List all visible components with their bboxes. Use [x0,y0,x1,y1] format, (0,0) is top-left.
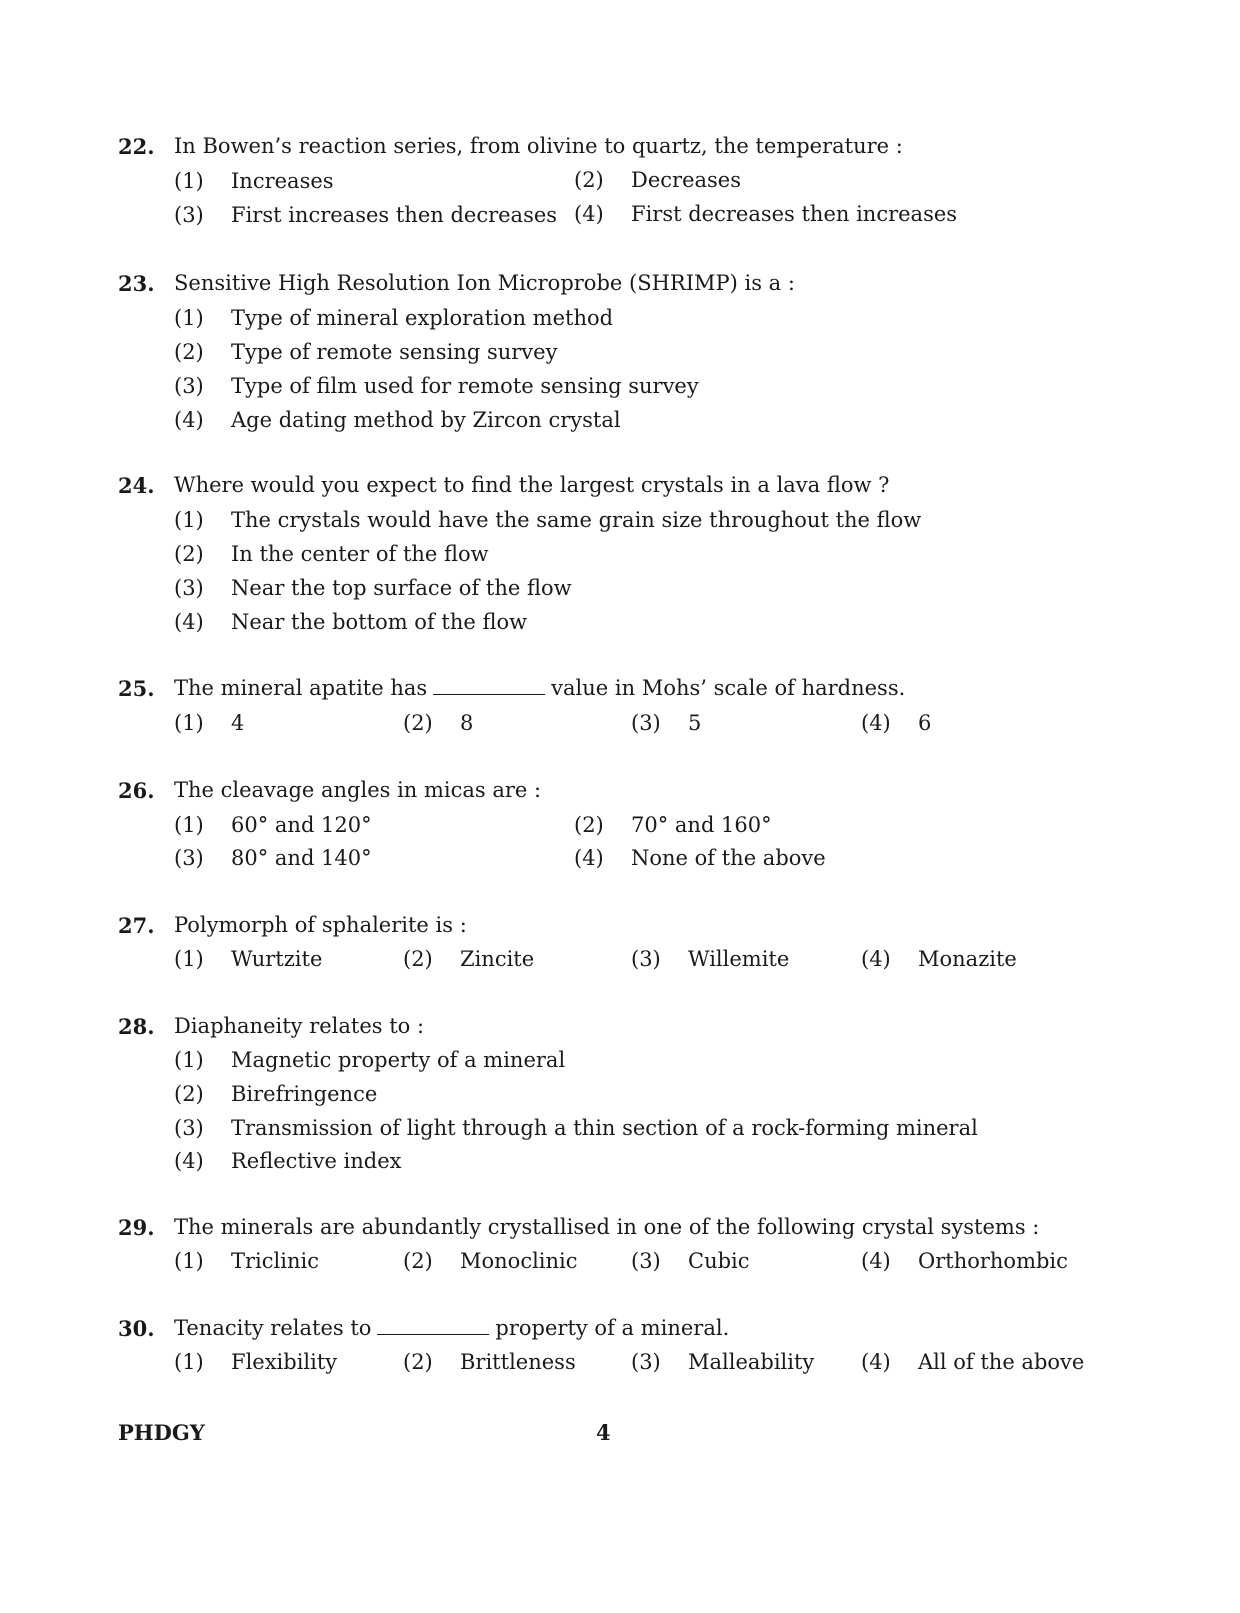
question-text: The minerals are abundantly crystallised in one of the following crystal systems : [174,1215,1040,1239]
question-number: 23. [118,271,155,296]
option-text: Wurtzite [231,947,323,971]
option-number: (2) [403,1350,433,1374]
option-text: Transmission of light through a thin section of a rock-forming mineral [231,1116,978,1140]
option-text: Zincite [460,947,535,971]
option-number: (3) [631,947,661,971]
option-text: 80° and 140° [231,846,372,870]
option-number: (2) [174,542,204,566]
answer-blank [377,1316,489,1335]
question-text-after-blank: value in Mohs’ scale of hardness. [551,676,906,700]
option-number: (3) [174,1116,204,1140]
question-number: 28. [118,1014,155,1039]
option-text: None of the above [631,846,826,870]
option-text: Magnetic property of a mineral [231,1048,566,1072]
question-number: 24. [118,473,155,498]
option-number: (1) [174,508,204,532]
option-text: Increases [231,169,334,193]
option-text: First decreases then increases [631,202,958,226]
question-number: 30. [118,1316,155,1341]
option-text: 5 [688,711,702,735]
question-text: Diaphaneity relates to : [174,1014,425,1038]
option-text: 8 [460,711,474,735]
option-number: (2) [574,813,604,837]
option-number: (3) [174,374,204,398]
question-text [174,676,905,700]
option-number: (4) [174,408,204,432]
question-text: In Bowen’s reaction series, from olivine to quartz, the temperature : [174,134,903,158]
option-number: (2) [403,1249,433,1273]
option-number: (1) [174,711,204,735]
option-number: (3) [174,576,204,600]
option-number: (4) [174,610,204,634]
option-number: (4) [861,947,891,971]
question-number: 22. [118,134,155,159]
option-number: (1) [174,1249,204,1273]
question-text: Polymorph of sphalerite is : [174,913,467,937]
option-text: Cubic [688,1249,750,1273]
answer-blank [433,676,545,695]
option-text: 60° and 120° [231,813,372,837]
option-number: (3) [174,846,204,870]
question-text [174,1316,729,1340]
option-number: (3) [631,711,661,735]
option-text: Decreases [631,168,741,192]
option-number: (1) [174,947,204,971]
question-text-before-blank: Tenacity relates to [174,1316,372,1340]
option-number: (2) [403,711,433,735]
option-number: (1) [174,1048,204,1072]
option-number: (1) [174,813,204,837]
option-text: Orthorhombic [918,1249,1068,1273]
option-text: Age dating method by Zircon crystal [231,408,621,432]
option-text: Malleability [688,1350,815,1374]
option-number: (4) [861,1350,891,1374]
option-text: 70° and 160° [631,813,772,837]
option-text: Type of remote sensing survey [231,340,558,364]
option-text: Willemite [688,947,790,971]
option-text: Type of mineral exploration method [231,306,614,330]
option-number: (4) [574,846,604,870]
option-text: 4 [231,711,245,735]
question-number: 26. [118,778,155,803]
option-text: Birefringence [231,1082,378,1106]
option-text: Brittleness [460,1350,576,1374]
option-number: (3) [631,1249,661,1273]
question-text-before-blank: The mineral apatite has [174,676,428,700]
question-text: Sensitive High Resolution Ion Microprobe (SHRIMP) is a : [174,271,795,295]
option-text: Monazite [918,947,1017,971]
option-text: Near the top surface of the flow [231,576,572,600]
question-number: 27. [118,913,155,938]
option-number: (3) [174,203,204,227]
question-text: The cleavage angles in micas are : [174,778,542,802]
option-text: First increases then decreases [231,203,558,227]
option-number: (4) [174,1149,204,1173]
page-number: 4 [596,1420,611,1445]
option-number: (2) [403,947,433,971]
option-number: (4) [861,1249,891,1273]
question-number: 25. [118,676,155,701]
option-text: Near the bottom of the flow [231,610,528,634]
option-number: (4) [574,202,604,226]
option-text: 6 [918,711,932,735]
question-number: 29. [118,1215,155,1240]
option-number: (1) [174,169,204,193]
option-text: All of the above [918,1350,1085,1374]
option-text: Type of film used for remote sensing survey [231,374,699,398]
option-number: (2) [174,1082,204,1106]
option-text: The crystals would have the same grain size throughout the flow [231,508,922,532]
option-text: Flexibility [231,1350,338,1374]
option-text: In the center of the flow [231,542,489,566]
option-number: (2) [174,340,204,364]
option-number: (1) [174,1350,204,1374]
question-text: Where would you expect to find the largest crystals in a lava flow ? [174,473,890,497]
option-number: (1) [174,306,204,330]
question-text-after-blank: property of a mineral. [495,1316,730,1340]
option-number: (4) [861,711,891,735]
option-text: Reflective index [231,1149,402,1173]
option-text: Triclinic [231,1249,319,1273]
option-number: (3) [631,1350,661,1374]
option-text: Monoclinic [460,1249,578,1273]
paper-code: PHDGY [118,1420,205,1445]
option-number: (2) [574,168,604,192]
